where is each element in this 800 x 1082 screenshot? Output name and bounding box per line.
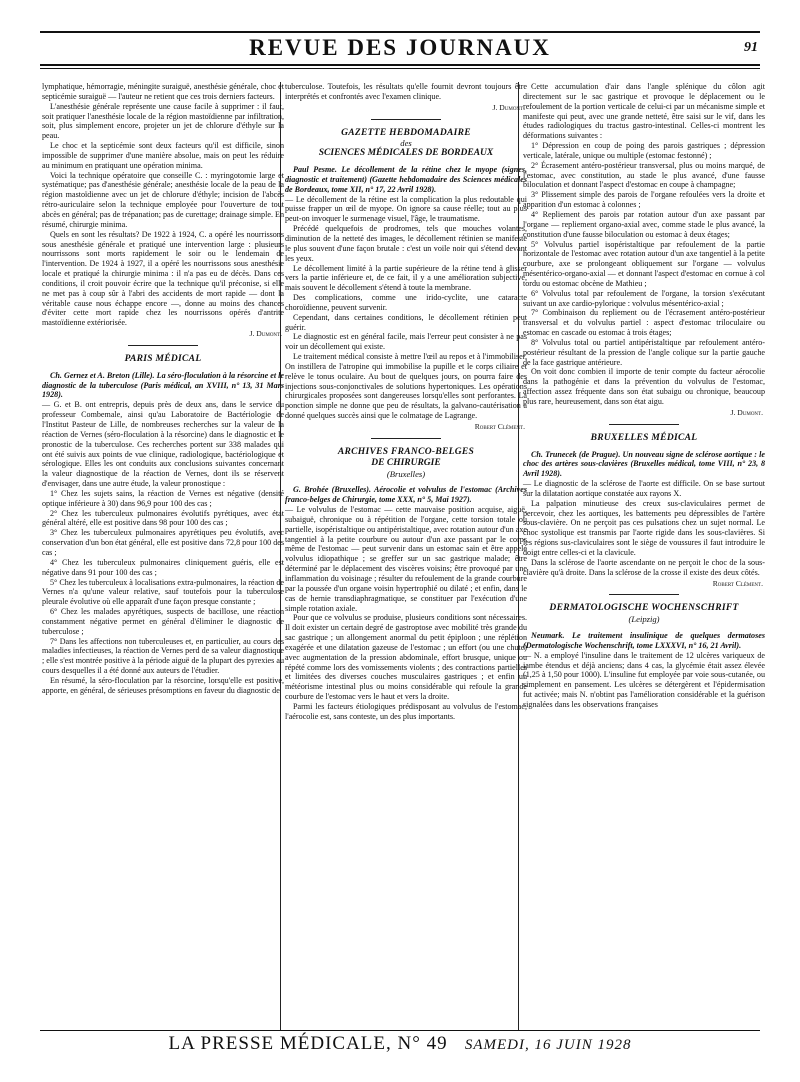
section-city: (Bruxelles) — [386, 468, 426, 479]
paragraph: 4° Chez les tuberculeux pulmonaires cliniquement guéris, elle est négative dans 91 pour 100 des cas ; — [42, 557, 284, 577]
paragraph: 1° Chez les sujets sains, la réaction de Vernes est négative (densité optique inférieure à 30) dans 96,9 pour 100 des cas ; — [42, 488, 284, 508]
paragraph: Pour que ce volvulus se produise, plusieurs conditions sont nécessaires. Il doit exister un certain degré de gastroptose avec mobilité très grande du sac gastrique ; un allongement anormal du petit épiploon ; une réplétion exagérée et une dilatation gazeuse de l'estomac ; un effort (ou une chute) avec augmentation de la pression abdominale, effort brusque, unique ou répété comme lors des vomissements violents ; des contractions partielles et limitées des diverses couches musculaires gastriques ; et enfin un météorisme intestinal plus ou moins considérable qui refoule la grande courbure de l'estomac vers le haut et vers la droite. — [285, 613, 527, 702]
paragraph: Cependant, dans certaines conditions, le décollement rétinien peut guérir. — [285, 312, 527, 332]
paragraph: On voit donc combien il importe de tenir compte du facteur aérocolie dans la pathogénie et dans la prévention du volvulus de l'estomac, affection assez fréquente dans son état subaigu ou chronique, beaucoup plus rare, heureusement, dans son état aigu. — [523, 367, 765, 406]
page-number: 91 — [744, 40, 758, 55]
paragraph: — N. a employé l'insuline dans le traitement de 12 ulcères variqueux de jambe étendus et déjà anciens; dans 4 cas, la glycémie était assez élevée (1,25 à 1,50 pour 1000). L'insuline fut employée par voie sous-cutanée, ou simplement en pansement. Les ulcères se détergèrent et l'épidermisation fut activée; mais N. n'obtint pas l'amélioration considérable et la guérison signalées dans les observations françaises — [523, 650, 765, 709]
section-title: PARIS MÉDICAL — [124, 353, 202, 364]
section-title-connector: des — [400, 138, 412, 149]
paragraph: Quels en sont les résultats? De 1922 à 1924, C. a opéré les nourrissons sous anesthésie générale et pratiqué une intervention large : plusieurs nourrissons sont morts rapidement le soir ou le lendemain de l'intervention. De 1924 à 1927, il a opéré les nourrissons sous anesthésie locale et pratiqué la chirurgie minima : il n'a pas eu de décès. Dans ces conditions, il croit pouvoir écrire que la technique qu'il préconise, si elle ne met pas à coup sûr à l'abri des accidents de mort rapide — dont la véritable cause nous échappe encore —, donne au moins des chances d'éviter cette mort rapide chez les nourrissons opérés d'antrite mastoïdienne extériorisée. — [42, 229, 284, 328]
paragraph: — Le volvulus de l'estomac — cette mauvaise position acquise, aiguë, subaiguë, chronique ou à répétition de l'organe, cette torsion totale ou partielle, isopéristaltique ou antipéristaltique, avec rotation autour d'un axe tangentiel à la petite courbure ou autour d'un axe passant par le corps même de l'estomac — peut survenir dans un estomac sain et être appelé volvulus idiopathique ; se greffer sur un sac gastrique malade; être déterminé par le déplacement des viscères voisins; être provoqué par une inflammation du voisinage ; résulter du refoulement de la grande courbure par la poussée d'un organe voisin hypertrophié ou dilaté ; et enfin, dans le cas de hernie transdiaphragmatique, se constituer par l'exécution d'une simple rotation axiale. — [285, 505, 527, 613]
section-divider — [609, 594, 679, 595]
paragraph: — Le décollement de la rétine est la complication la plus redoutable qui puisse frapper un œil de myope. On ignore sa cause réelle; tout au plus peut-on invoquer le surmenage visuel, l'âge, le traumatisme. — [285, 194, 527, 224]
paragraph: — Le diagnostic de la sclérose de l'aorte est difficile. On se base surtout sur la dilatation aortique constatée aux rayons X. — [523, 479, 765, 498]
signature: Robert Clément. — [712, 578, 763, 588]
paragraph: Le choc et la septicémie sont deux facteurs qu'il est difficile, sinon impossible de supprimer d'une manière absolue, mais on peut les réduire au minimum en pratiquant une opération minima. — [42, 141, 284, 170]
paragraph: 2° Écrasement antéro-postérieur transversal, plus ou moins marqué, de l'estomac, avec constitution, au stade le plus avancé, d'une fausse biloculation et donnant l'aspect d'estomac en coupe à champagne; — [523, 160, 765, 190]
paragraph: Précédé quelquefois de prodromes, tels que mouches volantes, diminution de la netteté des images, le décollement rétinien se manifeste le plus souvent d'une façon brutale : c'est un voile noir qui s'étend devant les yeux. — [285, 224, 527, 263]
paragraph: 1° Dépression en coup de poing des parois gastriques ; dépression verticale, latérale, unique ou multiple (estomac festonné) ; — [523, 141, 765, 160]
article-heading: Ch. Gernez et A. Breton (Lille). La séro-floculation à la résorcine et le diagnostic de la tuberculose (Paris médical, an XVIII, n° 13, 31 Mars 1928). — [42, 370, 284, 400]
section-title: DERMATOLOGISCHE WOCHENSCHRIFT — [549, 603, 739, 614]
footer-rule — [40, 1030, 760, 1031]
paragraph: Des complications, comme une irido-cyclite, une cataracte choroïdienne, peuvent survenir. — [285, 293, 527, 312]
paragraph: 7° Dans les affections non tuberculeuses et, en particulier, au cours des maladies infectieuses, la réaction de Vernes perd de sa valeur diagnostique ; elle s'est montrée positive à la période aiguë de la plupart des pyrexies au cours desquelles il a été donné aux auteurs de l'étudier. — [42, 636, 284, 676]
section-divider — [371, 438, 441, 439]
paragraph: tuberculose. Toutefois, les résultats qu'elle fournit devront toujours être interprétés et confrontés avec l'examen clinique. — [285, 82, 527, 101]
paragraph: Le traitement médical consiste à mettre l'œil au repos et à l'immobiliser. On instillera de l'atropine qui immobilise la pupille et le corps ciliaire et relève le tonus oculaire. Au bout de quelques jours, on pourra faire des injections sous-conjonctivales de solutions hypertoniques. Les opérations chirurgicales proposées sont dangereuses lorsqu'elles sont perforantes. La ponction simple ne donne que peu de résultats, la galvano-cautérisation a donné quelques succès ainsi que le colmatage de Lagrange. — [285, 352, 527, 421]
paragraph: L'anesthésie générale représente une cause facile à supprimer : il faut, soit pratiquer l'anesthésie locale de la région mastoïdienne par infiltration, soit, plus simplement encore, projeter un jet de chlorure d'éthyle sur la peau. — [42, 101, 284, 141]
section-title-line: DE CHIRURGIE — [371, 457, 441, 468]
column-3 — [523, 82, 765, 710]
paragraph: 5° Chez les tuberculeux à localisations extra-pulmonaires, la réaction de Vernes n'a qu'une valeur relative, sauf toutefois pour la tuberculose pleurale évolutive où elle apparaît d'une façon presque constante ; — [42, 577, 284, 607]
paragraph: La palpation minutieuse des creux sus-claviculaires permet de percevoir, chez les aortiques, les battements peu dépressibles de l'artère sous-clavière. On ne perçoit pas ces pulsations chez un sujet normal. Le choc systolique est transmis par l'aorte rigide dans les sous-clavières. Si les régions sus-claviculaires sont le siège de voussures il faut introduire le doigt entre celles-ci et la clavicule. — [523, 498, 765, 557]
paragraph: Le décollement limité à la partie supérieure de la rétine tend à glisser vers la partie inférieure et, de ce fait, il y a une amélioration subjective, mais souvent le décollement s'étend à toute la membrane. — [285, 263, 527, 293]
section-divider — [371, 119, 441, 120]
paragraph: — G. et B. ont entrepris, depuis près de deux ans, dans le service du professeur Combemale, ainsi qu'au Laboratoire de Bactériologie de l'Institut Pasteur de Lille, de nombreuses recherches sur la valeur de la réaction de Vernes (séro-floculation à la résorcine) dans le diagnostic et le pronostic de la tuberculose. Ces recherches portent sur 338 malades qui ont été suivis aux points de vue clinique, radiologique, bactériologique et sérologique. Elles les ont conduits aux conclusions suivantes concernant la valeur diagnostique de la réaction de Vernes, dont ils se réservent d'envisager, dans une autre étude, la valeur pronostique : — [42, 400, 284, 489]
paragraph: 5° Volvulus partiel isopéristaltique par refoulement de la partie horizontale de l'estomac avec rotation autour d'un axe tangentiel à la petite courbure, axe se prolongeant obliquement sur l'organe — volvulus mésentérico-organo-axial — et donnant l'aspect d'estomac en cornue à col tordu ou estomac obcène de Mathieu ; — [523, 239, 765, 288]
article-heading: Paul Pesme. Le décollement de la rétine chez le myope (signes, diagnostic et traitement) (Gazette hebdomadaire des Sciences médicales de Bordeaux, tome XII, n° 17, 22 Avril 1928). — [285, 165, 527, 194]
section-title: BRUXELLES MÉDICAL — [590, 432, 698, 443]
paragraph: 7° Combinaison du repliement ou de l'écrasement antéro-postérieur transversal et du volvulus partiel : aspect d'estomac triloculaire ou estomac en cascade ou estomac à trois étages; — [523, 308, 765, 338]
signature: J. Dumont. — [249, 329, 282, 339]
article-heading: Neumark. Le traitement insulinique de quelques dermatoses (Dermatologische Wochenschrift, tome LXXXVI, n° 16, 21 Avril). — [523, 631, 765, 650]
signature: Robert Clément. — [474, 422, 525, 431]
column-1 — [42, 82, 284, 696]
section-divider — [609, 424, 679, 425]
section-title: ARCHIVES FRANCO-BELGES — [337, 446, 475, 457]
section-divider — [128, 345, 198, 346]
paragraph: En résumé, la séro-floculation par la résorcine, lorsqu'elle est positive, apporte, en général, de sérieuses présomptions en faveur du diagnostic de — [42, 675, 284, 695]
paragraph: 2° Chez les tuberculeux pulmonaires évolutifs pyrétiques, avec état général altéré, elle est positive dans 98 pour 100 des cas ; — [42, 508, 284, 528]
header-bottom-rule — [40, 64, 760, 66]
footer-journal: LA PRESSE MÉDICALE, N° 49 — [168, 1033, 448, 1054]
paragraph: 6° Volvulus total par refoulement de l'organe, la torsion s'exécutant suivant un axe cardio-pylorique : volvulus mésentérico-axial ; — [523, 288, 765, 308]
paragraph: Voici la technique opératoire que conseille C. : myringotomie large et systématique; pas d'anesthésie générale; anesthésie locale de la peau de la région mastoïdienne avec un jet de chlorure d'éthyle; incision de l'abcès rétro-auriculaire selon la technique employée pour l'ouverture de tout abcès en général; pas de trépanation; pas de curettage; drainage simple. En résumé, chirurgie minima. — [42, 170, 284, 229]
header-bottom-rule-thin — [40, 68, 760, 69]
section-title-line: SCIENCES MÉDICALES DE BORDEAUX — [318, 148, 494, 159]
paragraph: 6° Chez les malades apyrétiques, suspects de bacillose, une réaction constamment négative permet en général d'éliminer le diagnostic de tuberculose ; — [42, 607, 284, 636]
footer-date: SAMEDI, 16 JUIN 1928 — [464, 1037, 632, 1053]
paragraph: Dans la sclérose de l'aorte ascendante on ne perçoit le choc de la sous-clavière qu'à droite. Dans la sclérose de la crosse il existe des deux côtés. — [523, 557, 765, 577]
section-city: (Leipzig) — [628, 614, 660, 625]
article-heading: Ch. Trunecek (de Prague). Un nouveau signe de sclérose aortique : le choc des artères sous-clavières (Bruxelles médical, tome VIII, n° 23, 8 Avril 1928). — [523, 449, 765, 479]
signature: J. Dumont. — [730, 407, 763, 417]
signature: J. Dumont. — [492, 102, 525, 112]
paragraph: 3° Plissement simple des parois de l'organe refoulées vers la droite et apparition d'un estomac à colonnes ; — [523, 190, 765, 210]
paragraph: Le diagnostic est en général facile, mais l'erreur peut consister à ne pas voir un décollement qui existe. — [285, 332, 527, 352]
page-title: REVUE DES JOURNAUX — [249, 35, 551, 60]
article-heading: G. Brohée (Bruxelles). Aérocolie et volvulus de l'estomac (Archives franco-belges de Chirurgie, tome XXX, n° 5, Mai 1927). — [285, 485, 527, 505]
paragraph: 3° Chez les tuberculeux pulmonaires apyrétiques peu évolutifs, avec conservation d'un bon état général, elle est positive dans 72,8 pour 100 des cas ; — [42, 528, 284, 557]
header-top-rule — [40, 31, 760, 33]
paragraph: 4° Repliement des parois par rotation autour d'un axe passant par l'organe — repliement organo-axial avec, comme stade le plus avancé, la constitution d'une fausse biloculation ou estomac à deux étages; — [523, 209, 765, 239]
paragraph: lymphatique, hémorragie, méningite suraiguë, anesthésie générale, choc et septicémie suraiguë — l'auteur ne retient que ces trois derniers facteurs. — [42, 82, 284, 101]
paragraph: Parmi les facteurs étiologiques prédisposant au volvulus de l'estomac, l'aérocolie est, sans conteste, un des plus importants. — [285, 701, 527, 721]
column-2 — [285, 82, 527, 722]
paragraph: Cette accumulation d'air dans l'angle splénique du côlon agit directement sur le sac gastrique et provoque le déplacement ou le refoulement de la portion verticale de celui-ci par un mécanisme simple et manifeste qui peut, avec une grande netteté, être saisi sur le vif, dans les études radiologiques du tractus gastro-intestinal. Celles-ci montrent les déformations suivantes : — [523, 82, 765, 141]
section-title: GAZETTE HEBDOMADAIRE — [341, 127, 471, 138]
paragraph: 8° Volvulus total ou partiel antipéristaltique par refoulement antéro-postérieur résultant de la pression de l'angle colique sur la partie gauche de la face gastrique antérieure. — [523, 337, 765, 367]
page-footer — [40, 1033, 760, 1055]
